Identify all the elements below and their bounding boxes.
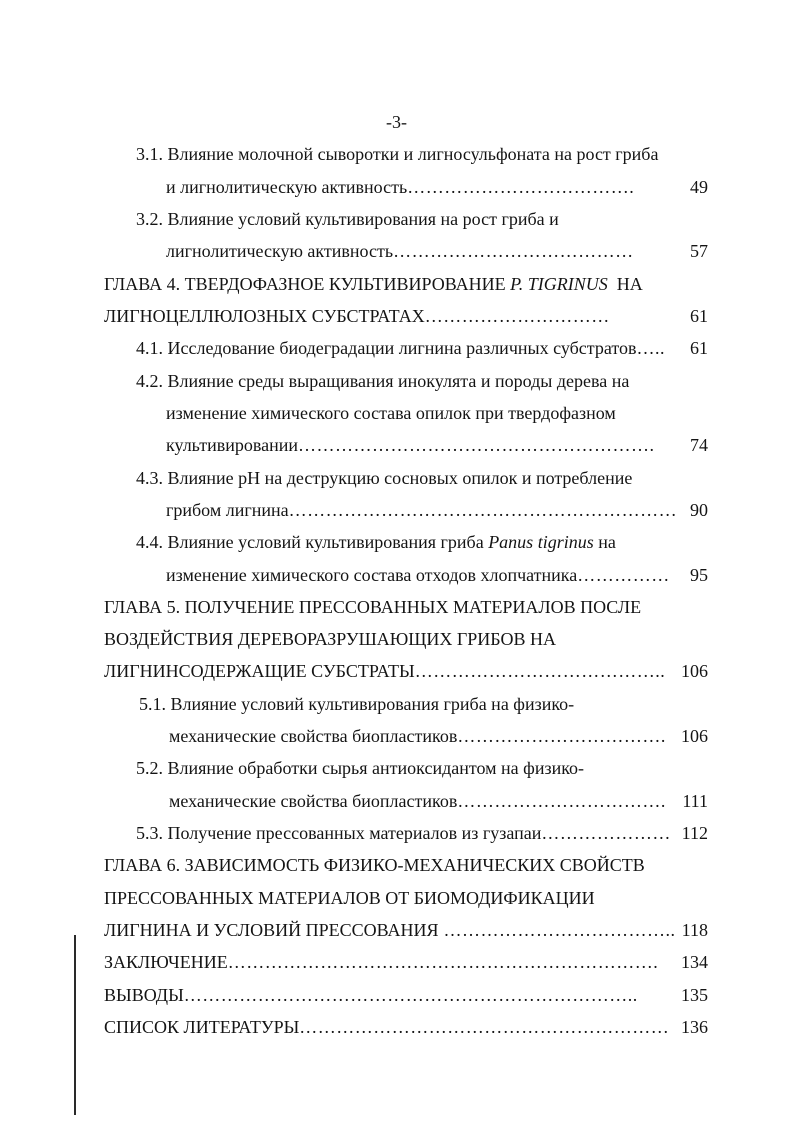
toc-page-number: 74	[690, 435, 708, 455]
toc-chapter-5-line-1	[104, 593, 641, 621]
toc-page-number: 106	[681, 726, 708, 746]
toc-chapter-6-line-3	[104, 916, 708, 944]
toc-leader-dots: …………………………….	[457, 726, 666, 746]
toc-entry-text: ГЛАВА 4. ТВЕРДОФАЗНОЕ КУЛЬТИВИРОВАНИЕ	[104, 274, 511, 294]
toc-chapter-4-line-1	[104, 270, 643, 298]
toc-leader-dots: …………………………………	[393, 241, 634, 261]
toc-leader-dots: …..	[636, 338, 665, 358]
toc-entry-4-3-line-1	[136, 464, 632, 492]
toc-entry-text: 4.4. Влияние условий культивирования гриба	[136, 532, 489, 552]
toc-page-number: 49	[690, 177, 708, 197]
toc-entry-text: 5.1. Влияние условий культивирования гриба на физико-	[139, 694, 575, 714]
toc-entry-text: ВОЗДЕЙСТВИЯ ДЕРЕВОРАЗРУШАЮЩИХ ГРИБОВ НА	[104, 629, 557, 649]
toc-entry-text: механические свойства биопластиков	[169, 726, 458, 746]
toc-entry-5-1-line-2	[169, 722, 708, 750]
toc-entry-4-2-line-1	[136, 367, 629, 395]
toc-entry-5-2-line-2	[169, 787, 708, 815]
toc-page-number: 106	[681, 661, 708, 681]
toc-page-number: 95	[690, 565, 708, 585]
toc-findings	[104, 981, 708, 1009]
toc-entry-text: 4.3. Влияние pH на деструкцию сосновых опилок и потребление	[136, 468, 633, 488]
scan-margin-line	[74, 935, 76, 1115]
toc-leader-dots: …………………………………..	[414, 661, 666, 681]
toc-entry-4-4-line-2	[166, 561, 708, 589]
toc-entry-text: грибом лигнина	[166, 500, 289, 520]
toc-page-number: 136	[681, 1017, 708, 1037]
toc-entry-4-3-line-2	[166, 496, 708, 524]
toc-entry-text: НА	[607, 274, 643, 294]
toc-entry-text: ЗАКЛЮЧЕНИЕ	[104, 952, 228, 972]
toc-entry-italic-text: P. TIGRINUS	[510, 274, 608, 294]
toc-references	[104, 1013, 708, 1041]
toc-leader-dots: ………………………………………………….	[298, 435, 655, 455]
toc-leader-dots: ……………………………….	[407, 177, 635, 197]
toc-leader-dots: …………………………	[424, 306, 610, 326]
page-number: -3-	[386, 112, 407, 132]
toc-entry-4-4-line-1	[136, 528, 616, 556]
toc-entry-3-1-line-1	[136, 140, 658, 168]
toc-leader-dots: …………………………………………………………….	[227, 952, 659, 972]
toc-leader-dots: ………………………………………………………………..	[183, 985, 638, 1005]
toc-entry-5-2-line-1	[136, 754, 584, 782]
toc-chapter-5-line-3	[104, 657, 708, 685]
toc-entry-3-2-line-2	[166, 237, 708, 265]
toc-entry-text: лигнолитическую активность	[166, 241, 394, 261]
toc-page-number: 111	[682, 791, 708, 811]
toc-leader-dots: …………………………….	[457, 791, 666, 811]
toc-entry-text: ГЛАВА 6. ЗАВИСИМОСТЬ ФИЗИКО-МЕХАНИЧЕСКИХ СВОЙСТВ	[104, 855, 645, 875]
toc-entry-text: и лигнолитическую активность	[166, 177, 408, 197]
toc-page-number: 112	[681, 823, 708, 843]
toc-chapter-5-line-2	[104, 625, 556, 653]
toc-conclusion	[104, 948, 708, 976]
toc-entry-text: изменение химического состава отходов хлопчатника	[166, 565, 578, 585]
toc-leader-dots: ………………………………..	[438, 920, 676, 940]
toc-chapter-6-line-2	[104, 884, 595, 912]
toc-page-number: 134	[681, 952, 708, 972]
toc-entry-text: ГЛАВА 5. ПОЛУЧЕНИЕ ПРЕССОВАННЫХ МАТЕРИАЛОВ ПОСЛЕ	[104, 597, 642, 617]
toc-entry-text: 3.2. Влияние условий культивирования на рост гриба и	[136, 209, 559, 229]
toc-entry-text: 5.2. Влияние обработки сырья антиоксидантом на физико-	[136, 758, 585, 778]
toc-entry-text: 4.1. Исследование биодеградации лигнина различных субстратов	[136, 338, 637, 358]
toc-page-number: 61	[690, 338, 708, 358]
toc-entry-text: культивировании	[166, 435, 298, 455]
toc-entry-text: ПРЕССОВАННЫХ МАТЕРИАЛОВ ОТ БИОМОДИФИКАЦИИ	[104, 888, 595, 908]
toc-leader-dots: ……………	[577, 565, 670, 585]
toc-entry-text: ЛИГНИНА И УСЛОВИЙ ПРЕССОВАНИЯ	[104, 920, 439, 940]
toc-entry-text: СПИСОК ЛИТЕРАТУРЫ	[104, 1017, 300, 1037]
toc-page-number: 57	[690, 241, 708, 261]
toc-chapter-4-line-2	[104, 302, 708, 330]
toc-entry-text: ЛИГНОЦЕЛЛЮЛОЗНЫХ СУБСТРАТАХ	[104, 306, 425, 326]
toc-entry-text: на	[593, 532, 616, 552]
toc-entry-3-1-line-2	[166, 173, 708, 201]
toc-page-number: 90	[690, 500, 708, 520]
toc-entry-text: 5.3. Получение прессованных материалов из гузапаи	[136, 823, 542, 843]
toc-leader-dots: ……………………………………………………	[299, 1017, 670, 1037]
toc-entry-4-2-line-2	[166, 399, 616, 427]
toc-entry-4-2-line-3	[166, 431, 708, 459]
toc-leader-dots: ………………………………………………………	[288, 500, 678, 520]
toc-entry-text: изменение химического состава опилок при твердофазном	[166, 403, 616, 423]
toc-entry-italic-text: Panus tigrinus	[488, 532, 594, 552]
toc-chapter-6-line-1	[104, 851, 645, 879]
toc-entry-3-2-line-1	[136, 205, 559, 233]
toc-leader-dots: …………………	[541, 823, 671, 843]
toc-entry-text: механические свойства биопластиков	[169, 791, 458, 811]
toc-entry-5-3	[136, 819, 708, 847]
toc-entry-text: ЛИГНИНСОДЕРЖАЩИЕ СУБСТРАТЫ	[104, 661, 415, 681]
toc-page-number: 61	[690, 306, 708, 326]
toc-entry-4-1	[136, 334, 708, 362]
toc-entry-text: 4.2. Влияние среды выращивания инокулята и породы дерева на	[136, 371, 630, 391]
toc-entry-5-1-line-1	[139, 690, 574, 718]
toc-entry-text: ВЫВОДЫ	[104, 985, 184, 1005]
toc-entry-text: 3.1. Влияние молочной сыворотки и лигносульфоната на рост гриба	[136, 144, 659, 164]
toc-page-number: 135	[681, 985, 708, 1005]
toc-page-number: 118	[681, 920, 708, 940]
